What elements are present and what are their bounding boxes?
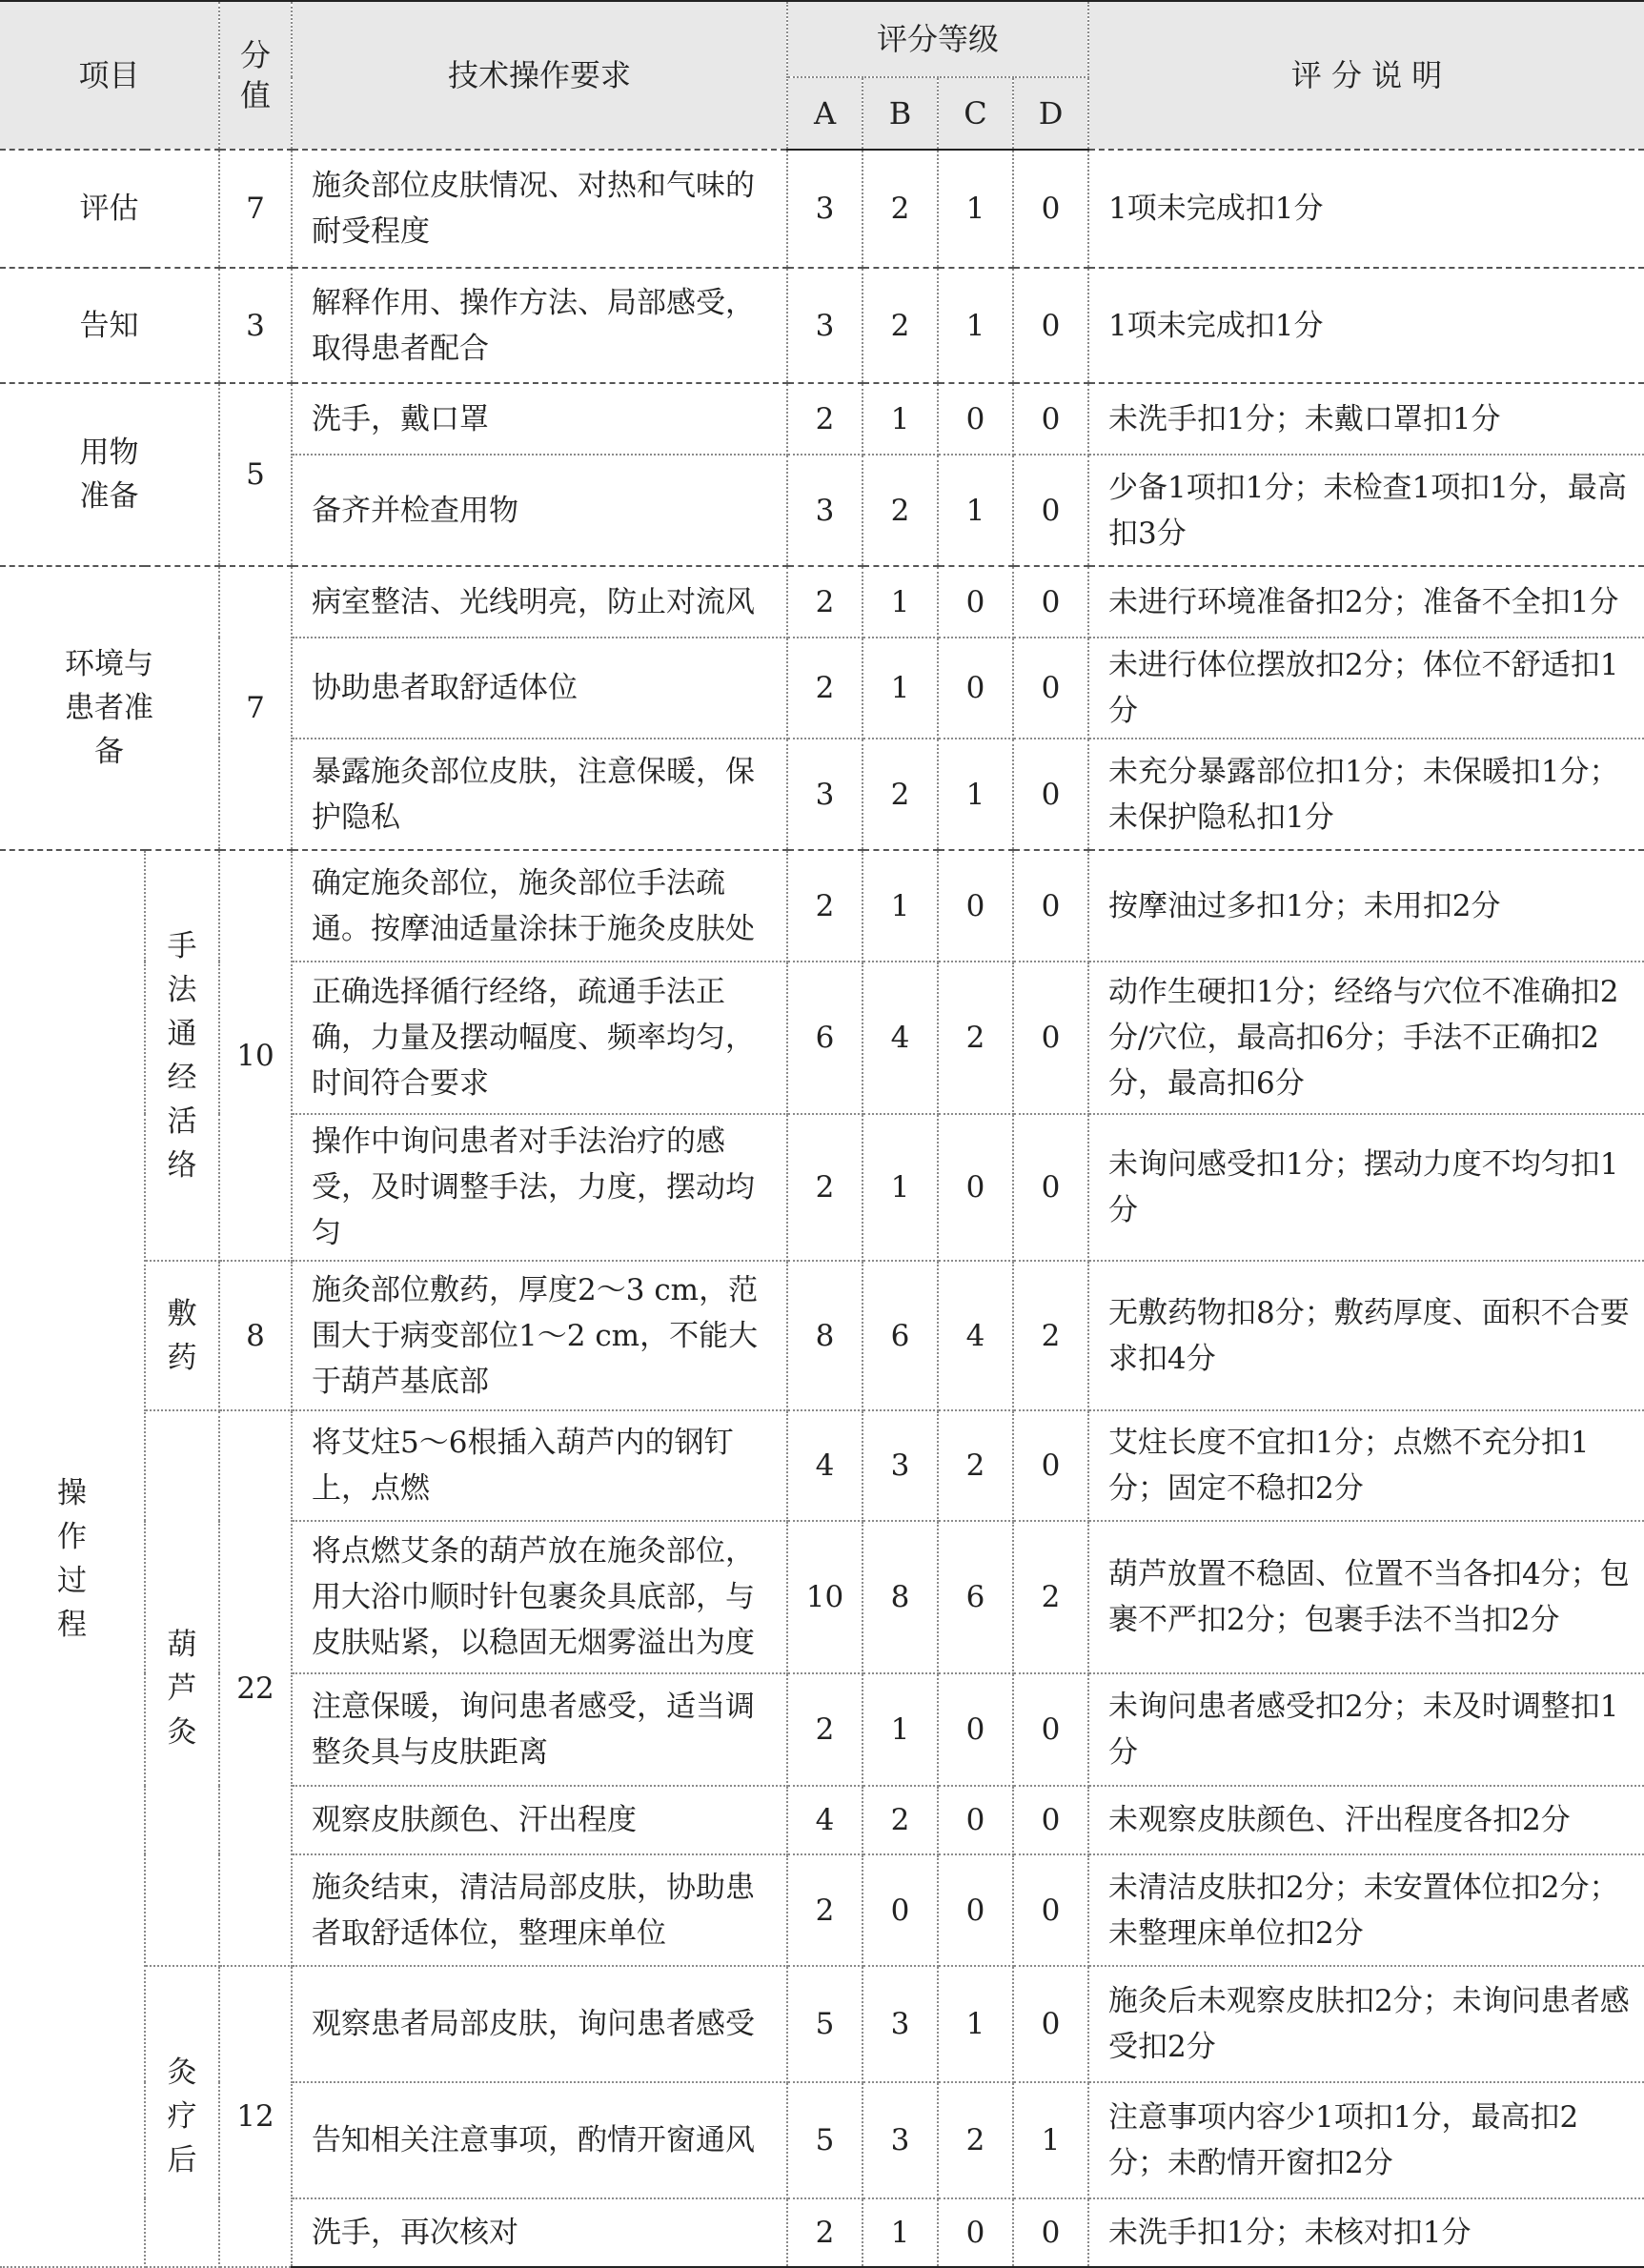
grade-a-cell: 3 (787, 268, 863, 383)
note-cell: 未清洁皮肤扣2分；未安置体位扣2分；未整理床单位扣2分 (1088, 1854, 1644, 1966)
grade-d-cell: 2 (1013, 1261, 1088, 1410)
subitem-cell: 葫 芦 灸 (145, 1410, 219, 1966)
score-cell: 22 (219, 1410, 292, 1966)
note-cell: 1项未完成扣1分 (1088, 268, 1644, 383)
grade-b-cell: 0 (863, 1854, 938, 1966)
item-cell: 告知 (0, 268, 219, 383)
grade-d-cell: 1 (1013, 2082, 1088, 2198)
grade-d-cell: 0 (1013, 1410, 1088, 1521)
grade-a-cell: 2 (787, 1673, 863, 1786)
requirement-cell: 暴露施灸部位皮肤，注意保暖，保护隐私 (292, 739, 787, 850)
requirement-cell: 协助患者取舒适体位 (292, 638, 787, 739)
note-cell: 1项未完成扣1分 (1088, 150, 1644, 268)
grade-d-cell: 2 (1013, 1521, 1088, 1673)
grade-c-cell: 6 (938, 1521, 1013, 1673)
header-item: 项目 (0, 1, 219, 150)
grade-c-cell: 1 (938, 1966, 1013, 2082)
grade-b-cell: 4 (863, 962, 938, 1114)
grade-d-cell: 0 (1013, 739, 1088, 850)
grade-d-cell: 0 (1013, 1966, 1088, 2082)
grade-c-cell: 0 (938, 383, 1013, 455)
grade-b-cell: 8 (863, 1521, 938, 1673)
score-cell: 7 (219, 150, 292, 268)
grade-c-cell: 0 (938, 1114, 1013, 1261)
requirement-cell: 洗手，再次核对 (292, 2198, 787, 2267)
grade-b-cell: 1 (863, 566, 938, 638)
grade-b-cell: 3 (863, 1410, 938, 1521)
header-score: 分 值 (219, 1, 292, 150)
grade-d-cell: 0 (1013, 268, 1088, 383)
grade-b-cell: 2 (863, 455, 938, 566)
grade-b-cell: 2 (863, 268, 938, 383)
grade-d-cell: 0 (1013, 383, 1088, 455)
requirement-cell: 注意保暖，询问患者感受，适当调整灸具与皮肤距离 (292, 1673, 787, 1786)
note-cell: 未洗手扣1分；未戴口罩扣1分 (1088, 383, 1644, 455)
header-grade-c: C (938, 77, 1013, 150)
grade-a-cell: 5 (787, 2082, 863, 2198)
subitem-cell: 敷 药 (145, 1261, 219, 1410)
requirement-cell: 解释作用、操作方法、局部感受，取得患者配合 (292, 268, 787, 383)
note-cell: 动作生硬扣1分；经络与穴位不准确扣2分/穴位，最高扣6分；手法不正确扣2分，最高扣6分 (1088, 962, 1644, 1114)
grade-c-cell: 2 (938, 1410, 1013, 1521)
grade-c-cell: 0 (938, 1786, 1013, 1854)
requirement-cell: 观察皮肤颜色、汗出程度 (292, 1786, 787, 1854)
grade-a-cell: 2 (787, 1854, 863, 1966)
grade-b-cell: 1 (863, 383, 938, 455)
grade-b-cell: 3 (863, 2082, 938, 2198)
note-cell: 未充分暴露部位扣1分；未保暖扣1分；未保护隐私扣1分 (1088, 739, 1644, 850)
grade-a-cell: 2 (787, 2198, 863, 2267)
subitem-cell: 灸 疗 后 (145, 1966, 219, 2267)
grade-b-cell: 1 (863, 2198, 938, 2267)
grade-a-cell: 6 (787, 962, 863, 1114)
grade-d-cell: 0 (1013, 1673, 1088, 1786)
note-cell: 未询问感受扣1分；摆动力度不均匀扣1分 (1088, 1114, 1644, 1261)
requirement-cell: 确定施灸部位，施灸部位手法疏通。按摩油适量涂抹于施灸皮肤处 (292, 850, 787, 962)
grade-c-cell: 1 (938, 455, 1013, 566)
grade-d-cell: 0 (1013, 566, 1088, 638)
grade-a-cell: 5 (787, 1966, 863, 2082)
grade-a-cell: 3 (787, 739, 863, 850)
note-cell: 未询问患者感受扣2分；未及时调整扣1分 (1088, 1673, 1644, 1786)
requirement-cell: 病室整洁、光线明亮，防止对流风 (292, 566, 787, 638)
grade-b-cell: 2 (863, 150, 938, 268)
grade-c-cell: 2 (938, 962, 1013, 1114)
item-cell: 操 作 过 程 (0, 850, 145, 2267)
requirement-cell: 将点燃艾条的葫芦放在施灸部位，用大浴巾顺时针包裹灸具底部，与皮肤贴紧，以稳固无烟雾溢出为度 (292, 1521, 787, 1673)
header-grade-levels: 评分等级 (787, 1, 1088, 77)
grade-a-cell: 2 (787, 566, 863, 638)
requirement-cell: 将艾炷5～6根插入葫芦内的钢钉上，点燃 (292, 1410, 787, 1521)
requirement-cell: 操作中询问患者对手法治疗的感受，及时调整手法，力度，摆动均匀 (292, 1114, 787, 1261)
grade-d-cell: 0 (1013, 1114, 1088, 1261)
grade-c-cell: 0 (938, 1854, 1013, 1966)
grade-b-cell: 1 (863, 638, 938, 739)
grade-c-cell: 0 (938, 638, 1013, 739)
item-cell: 环境与 患者准 备 (0, 566, 219, 850)
requirement-cell: 施灸结束，清洁局部皮肤，协助患者取舒适体位，整理床单位 (292, 1854, 787, 1966)
score-cell: 8 (219, 1261, 292, 1410)
requirement-cell: 洗手，戴口罩 (292, 383, 787, 455)
note-cell: 艾炷长度不宜扣1分；点燃不充分扣1分；固定不稳扣2分 (1088, 1410, 1644, 1521)
grade-a-cell: 4 (787, 1786, 863, 1854)
grade-c-cell: 1 (938, 150, 1013, 268)
grade-c-cell: 0 (938, 2198, 1013, 2267)
header-grade-d: D (1013, 77, 1088, 150)
grade-d-cell: 0 (1013, 850, 1088, 962)
grade-c-cell: 1 (938, 268, 1013, 383)
grade-d-cell: 0 (1013, 455, 1088, 566)
grade-a-cell: 3 (787, 150, 863, 268)
grade-c-cell: 0 (938, 1673, 1013, 1786)
grade-c-cell: 0 (938, 850, 1013, 962)
grade-d-cell: 0 (1013, 150, 1088, 268)
grade-c-cell: 0 (938, 566, 1013, 638)
note-cell: 施灸后未观察皮肤扣2分；未询问患者感受扣2分 (1088, 1966, 1644, 2082)
grade-a-cell: 2 (787, 850, 863, 962)
grade-c-cell: 2 (938, 2082, 1013, 2198)
grade-a-cell: 10 (787, 1521, 863, 1673)
grade-d-cell: 0 (1013, 638, 1088, 739)
note-cell: 按摩油过多扣1分；未用扣2分 (1088, 850, 1644, 962)
note-cell: 未洗手扣1分；未核对扣1分 (1088, 2198, 1644, 2267)
grade-b-cell: 2 (863, 1786, 938, 1854)
requirement-cell: 告知相关注意事项，酌情开窗通风 (292, 2082, 787, 2198)
header-grade-a: A (787, 77, 863, 150)
score-cell: 5 (219, 383, 292, 566)
requirement-cell: 正确选择循行经络，疏通手法正确，力量及摆动幅度、频率均匀，时间符合要求 (292, 962, 787, 1114)
note-cell: 少备1项扣1分；未检查1项扣1分，最高扣3分 (1088, 455, 1644, 566)
requirement-cell: 施灸部位敷药，厚度2～3 cm，范围大于病变部位1～2 cm，不能大于葫芦基底部 (292, 1261, 787, 1410)
grade-b-cell: 1 (863, 1114, 938, 1261)
score-cell: 12 (219, 1966, 292, 2267)
grade-d-cell: 0 (1013, 962, 1088, 1114)
score-cell: 10 (219, 850, 292, 1261)
header-requirements: 技术操作要求 (292, 1, 787, 150)
header-grade-b: B (863, 77, 938, 150)
note-cell: 葫芦放置不稳固、位置不当各扣4分；包裹不严扣2分；包裹手法不当扣2分 (1088, 1521, 1644, 1673)
grade-c-cell: 4 (938, 1261, 1013, 1410)
item-cell: 评估 (0, 150, 219, 268)
grade-b-cell: 1 (863, 1673, 938, 1786)
grade-d-cell: 0 (1013, 1786, 1088, 1854)
grade-c-cell: 1 (938, 739, 1013, 850)
grade-a-cell: 2 (787, 638, 863, 739)
item-cell: 用物 准备 (0, 383, 219, 566)
grade-a-cell: 4 (787, 1410, 863, 1521)
grade-d-cell: 0 (1013, 1854, 1088, 1966)
subitem-cell: 手 法 通 经 活 络 (145, 850, 219, 1261)
grade-b-cell: 1 (863, 850, 938, 962)
grade-a-cell: 2 (787, 1114, 863, 1261)
note-cell: 未进行体位摆放扣2分；体位不舒适扣1分 (1088, 638, 1644, 739)
grade-b-cell: 6 (863, 1261, 938, 1410)
score-cell: 3 (219, 268, 292, 383)
grade-d-cell: 0 (1013, 2198, 1088, 2267)
grade-a-cell: 2 (787, 383, 863, 455)
requirement-cell: 备齐并检查用物 (292, 455, 787, 566)
score-cell: 7 (219, 566, 292, 850)
grade-b-cell: 3 (863, 1966, 938, 2082)
grade-a-cell: 8 (787, 1261, 863, 1410)
requirement-cell: 观察患者局部皮肤，询问患者感受 (292, 1966, 787, 2082)
grade-b-cell: 2 (863, 739, 938, 850)
header-notes: 评 分 说 明 (1088, 1, 1644, 150)
note-cell: 未观察皮肤颜色、汗出程度各扣2分 (1088, 1786, 1644, 1854)
requirement-cell: 施灸部位皮肤情况、对热和气味的耐受程度 (292, 150, 787, 268)
note-cell: 未进行环境准备扣2分；准备不全扣1分 (1088, 566, 1644, 638)
note-cell: 无敷药物扣8分；敷药厚度、面积不合要求扣4分 (1088, 1261, 1644, 1410)
note-cell: 注意事项内容少1项扣1分，最高扣2分；未酌情开窗扣2分 (1088, 2082, 1644, 2198)
grade-a-cell: 3 (787, 455, 863, 566)
